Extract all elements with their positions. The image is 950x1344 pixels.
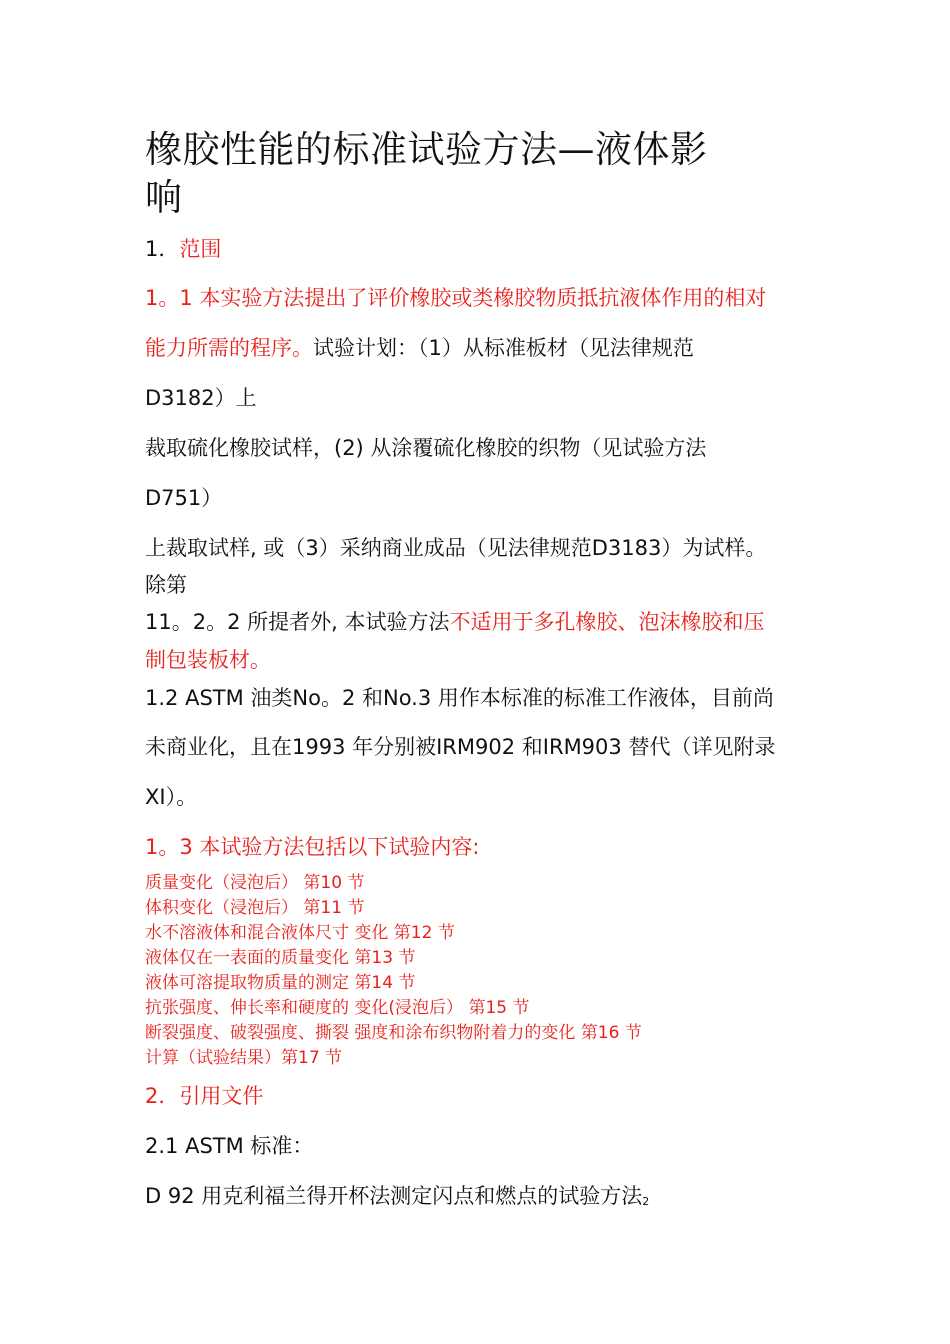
- p12-line2: 未商业化，且在1993 年分别被IRM902 和IRM903 替代（详见附录: [145, 735, 776, 759]
- p21-line: 2.1 ASTM 标准：: [145, 1134, 314, 1158]
- p11-line7: 除第: [145, 573, 187, 597]
- list-item: 体积变化（浸泡后） 第11 节: [145, 898, 365, 918]
- section-1-heading: [145, 237, 221, 262]
- p11-line8: [145, 610, 764, 635]
- p13-heading: 1。3 本试验方法包括以下试验内容:: [145, 835, 480, 859]
- p11-line1: 1。1 本实验方法提出了评价橡胶或类橡胶物质抵抗液体作用的相对: [145, 286, 767, 310]
- p11-line9: 制包装板材。: [145, 648, 271, 672]
- p12-line3: XI）。: [145, 785, 198, 809]
- d92-line: [145, 1184, 649, 1209]
- p12-line1: 1.2 ASTM 油类No。2 和No.3 用作本标准的标准工作液体，目前尚: [145, 686, 774, 710]
- doc-title-line1: 橡胶性能的标准试验方法—液体影: [145, 128, 708, 171]
- list-item: 液体可溶提取物质量的测定 第14 节: [145, 973, 416, 993]
- p11-line2-black: 试验计划：（1）从标准板材（见法律规范: [313, 336, 694, 360]
- p11-line4: 裁取硫化橡胶试样，(2) 从涂覆硫化橡胶的织物（见试验方法: [145, 436, 707, 460]
- list-item: 抗张强度、伸长率和硬度的 变化(浸泡后） 第15 节: [145, 998, 530, 1018]
- section-1-title: 范围: [179, 237, 222, 261]
- list-item: 断裂强度、破裂强度、撕裂 强度和涂布织物附着力的变化 第16 节: [145, 1023, 642, 1043]
- doc-title-line2: 响: [145, 176, 183, 219]
- d92-text: D 92 用克利福兰得开杯法测定闪点和燃点的试验方法: [145, 1184, 643, 1208]
- p11-line3: D3182）上: [145, 386, 257, 410]
- section-2-title: 引用文件: [179, 1084, 264, 1108]
- list-item: 质量变化（浸泡后） 第10 节: [145, 873, 365, 893]
- list-item: 计算（试验结果）第17 节: [145, 1048, 343, 1068]
- p11-line5: D751）: [145, 486, 223, 510]
- footnote-marker: 2: [642, 1195, 650, 1208]
- p11-line2-red: 能力所需的程序。: [145, 336, 313, 360]
- p11-line8-red: 不适用于多孔橡胶、泡沫橡胶和压: [449, 610, 765, 634]
- p11-line2: [145, 336, 694, 361]
- section-2-number: 2．: [145, 1084, 180, 1108]
- section-1-number: 1．: [145, 237, 180, 261]
- list-item: 液体仅在一表面的质量变化 第13 节: [145, 948, 416, 968]
- p11-line8-black: 11。2。2 所提者外, 本试验方法: [145, 610, 450, 634]
- list-item: 水不溶液体和混合液体尺寸 变化 第12 节: [145, 923, 455, 943]
- p11-line6: 上裁取试样, 或（3）采纳商业成品（见法律规范D3183）为试样。: [145, 536, 767, 560]
- section-2-heading: [145, 1084, 263, 1109]
